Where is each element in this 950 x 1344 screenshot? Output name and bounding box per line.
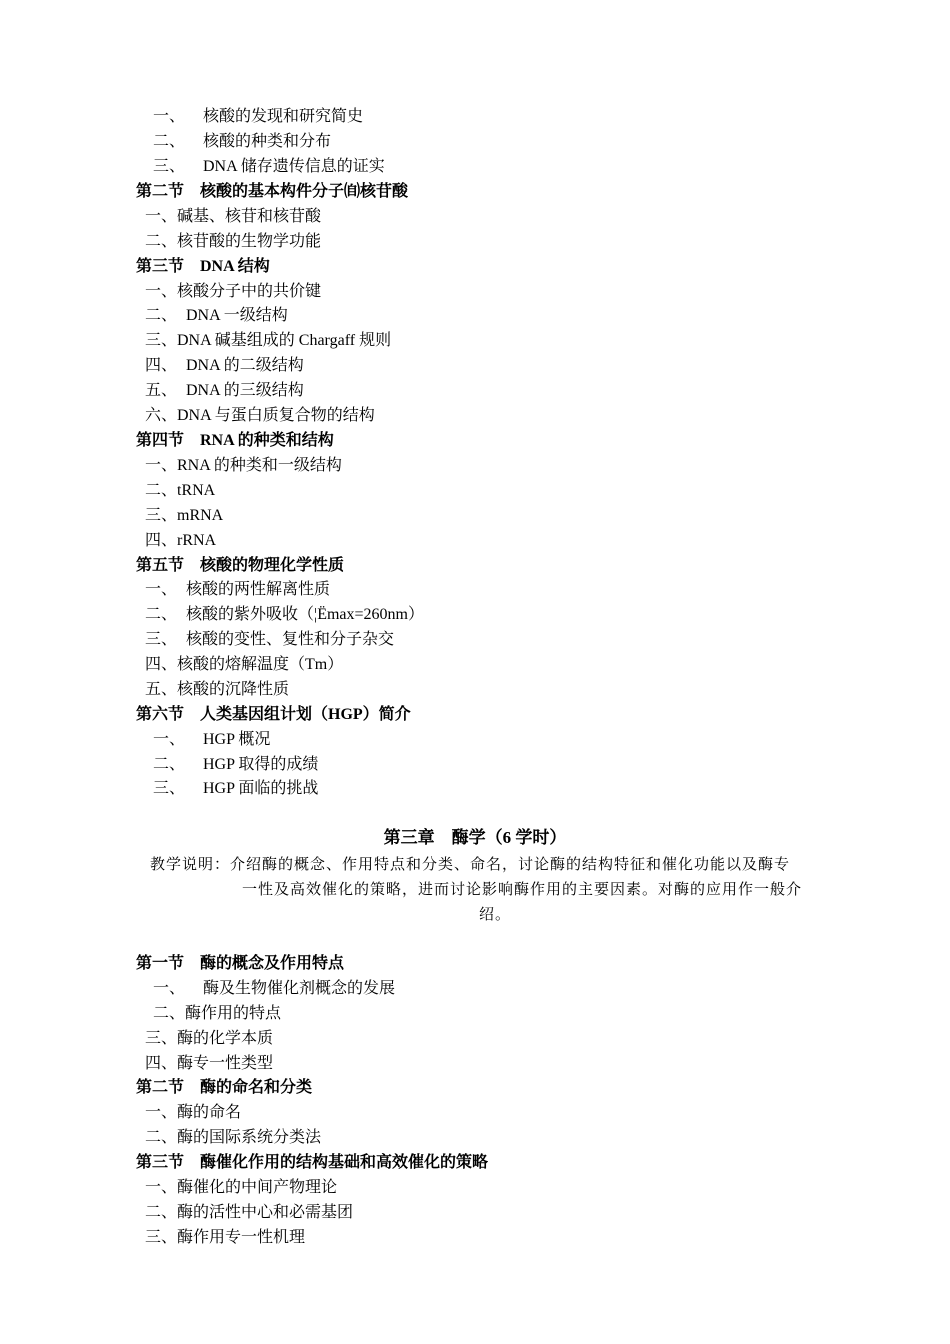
list-item: 一、 核酸的发现和研究简史 xyxy=(153,108,364,125)
list-item: 四、酶专一性类型 xyxy=(145,1055,274,1072)
list-item: 四、rRNA xyxy=(145,532,217,549)
list-item: 六、DNA 与蛋白质复合物的结构 xyxy=(145,407,375,424)
list-item: 五、核酸的沉降性质 xyxy=(145,681,290,698)
teaching-note-line: 教学说明：介绍酶的概念、作用特点和分类、命名，讨论酶的结构特征和催化功能以及酶专 xyxy=(150,857,791,873)
list-item: 三、酶的化学本质 xyxy=(145,1030,274,1047)
section-heading: 第五节 核酸的物理化学性质 xyxy=(136,557,345,574)
list-item: 四、核酸的熔解温度（Tm） xyxy=(145,656,344,673)
section-heading: 第一节 酶的概念及作用特点 xyxy=(136,955,345,972)
list-item: 一、碱基、核苷和核苷酸 xyxy=(145,208,322,225)
list-item: 一、核酸分子中的共价键 xyxy=(145,283,322,300)
list-item: 二、 HGP 取得的成绩 xyxy=(153,756,319,773)
list-item: 二、核苷酸的生物学功能 xyxy=(145,233,322,250)
list-item: 三、酶作用专一性机理 xyxy=(145,1229,306,1246)
list-item: 一、 HGP 概况 xyxy=(153,731,271,748)
list-item: 二、tRNA xyxy=(145,482,216,499)
list-item: 三、 核酸的变性、复性和分子杂交 xyxy=(145,631,395,648)
section-heading: 第二节 核酸的基本构件分子㉂核苷酸 xyxy=(136,183,409,200)
section-heading: 第六节 人类基因组计划（HGP）简介 xyxy=(136,706,411,723)
list-item: 二、酶的活性中心和必需基团 xyxy=(145,1204,354,1221)
teaching-note xyxy=(150,853,840,928)
teaching-note-line: 绍。 xyxy=(478,907,511,923)
list-item: 一、 核酸的两性解离性质 xyxy=(145,581,331,598)
list-item: 三、DNA 碱基组成的 Chargaff 规则 xyxy=(145,332,392,349)
list-item: 二、 核酸的紫外吸收（¦Ëmax=260nm） xyxy=(145,606,424,623)
list-item: 三、 DNA 储存遗传信息的证实 xyxy=(153,158,385,175)
list-item: 三、mRNA xyxy=(145,507,224,524)
list-item: 一、酶的命名 xyxy=(145,1104,242,1121)
list-item: 二、酶的国际系统分类法 xyxy=(145,1129,322,1146)
section-heading: 第三节 DNA 结构 xyxy=(136,258,270,275)
list-item: 四、 DNA 的二级结构 xyxy=(145,357,304,374)
list-item: 二、 核酸的种类和分布 xyxy=(153,133,332,150)
section-heading: 第三节 酶催化作用的结构基础和高效催化的策略 xyxy=(136,1154,489,1171)
chapter-title: 第三章 酶学（6 学时） xyxy=(383,828,567,847)
list-item: 一、酶催化的中间产物理论 xyxy=(145,1179,338,1196)
list-item: 五、 DNA 的三级结构 xyxy=(145,382,304,399)
teaching-note-line: 一性及高效催化的策略，进而讨论影响酶作用的主要因素。对酶的应用作一般介 xyxy=(242,882,803,898)
list-item: 二、 DNA 一级结构 xyxy=(145,307,288,324)
list-item: 二、酶作用的特点 xyxy=(153,1005,282,1022)
list-item: 三、 HGP 面临的挑战 xyxy=(153,780,319,797)
list-item: 一、 酶及生物催化剂概念的发展 xyxy=(153,980,396,997)
section-heading: 第四节 RNA 的种类和结构 xyxy=(136,432,334,449)
list-item: 一、RNA 的种类和一级结构 xyxy=(145,457,342,474)
section-heading: 第二节 酶的命名和分类 xyxy=(136,1079,313,1096)
